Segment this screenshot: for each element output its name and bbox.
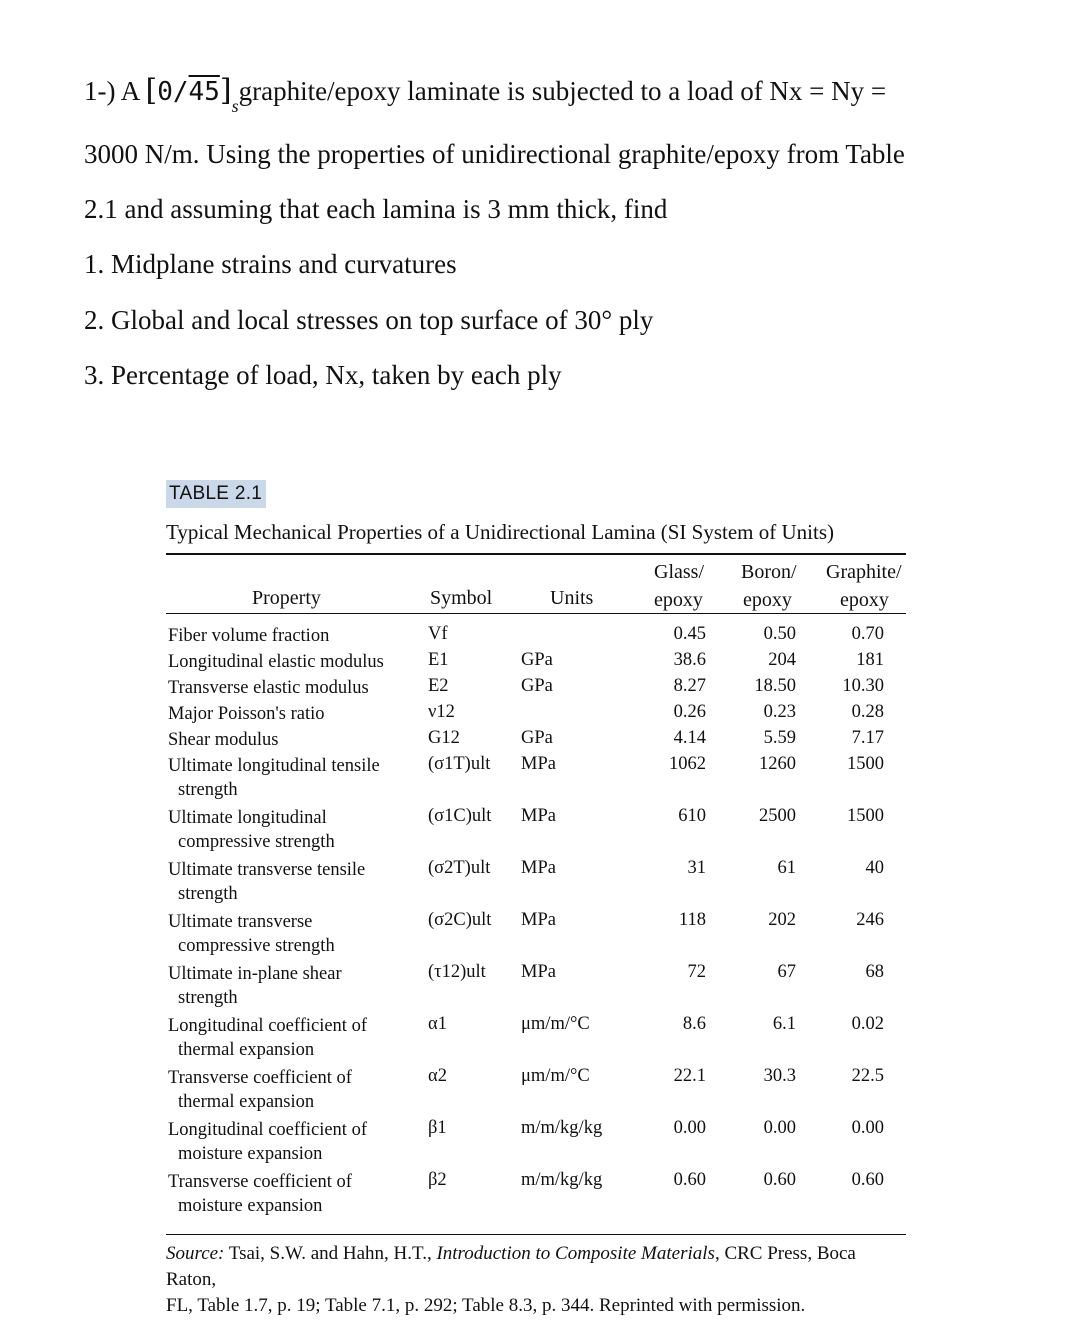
cell-symbol: (σ2C)ult — [428, 910, 492, 930]
cell-property-continued: thermal expansion — [178, 1092, 315, 1112]
cell-property: Ultimate in-plane shear — [168, 964, 342, 984]
cell-property-continued: moisture expansion — [178, 1196, 323, 1216]
header-boron-2: epoxy — [743, 589, 792, 611]
cell-property: Ultimate transverse tensile — [168, 860, 366, 880]
cell-property: Longitudinal coefficient of — [168, 1016, 367, 1036]
cell-boron-epoxy: 0.23 — [763, 702, 796, 722]
cell-symbol: G12 — [428, 728, 460, 748]
cell-glass-epoxy: 4.14 — [673, 728, 706, 748]
cell-units: MPa — [521, 910, 556, 930]
cell-units: MPa — [521, 962, 556, 982]
header-glass-1: Glass/ — [654, 561, 704, 583]
cell-boron-epoxy: 18.50 — [754, 676, 796, 696]
cell-glass-epoxy: 610 — [678, 806, 706, 826]
cell-property-continued: strength — [178, 988, 238, 1008]
header-units: Units — [550, 587, 594, 609]
cell-graphite-epoxy: 40 — [865, 858, 884, 878]
cell-boron-epoxy: 6.1 — [772, 1014, 796, 1034]
cell-symbol: (τ12)ult — [428, 962, 486, 982]
cell-boron-epoxy: 5.59 — [763, 728, 796, 748]
cell-boron-epoxy: 2500 — [759, 806, 796, 826]
problem-line-1 — [84, 73, 887, 116]
table-header — [166, 555, 906, 613]
cell-boron-epoxy: 204 — [768, 650, 796, 670]
cell-glass-epoxy: 8.6 — [682, 1014, 706, 1034]
cell-property-continued: strength — [178, 780, 238, 800]
cell-units: m/m/kg/kg — [521, 1118, 603, 1138]
cell-property-continued: compressive strength — [178, 936, 335, 956]
table-header-rule — [166, 613, 906, 614]
laminate-close-bracket: ] — [219, 73, 232, 108]
cell-graphite-epoxy: 22.5 — [851, 1066, 884, 1086]
laminate-symmetric-subscript: s — [231, 96, 239, 116]
cell-boron-epoxy: 0.60 — [763, 1170, 796, 1190]
cell-units: MPa — [521, 806, 556, 826]
problem-suffix: graphite/epoxy laminate is subjected to a load of Nx = Ny = — [238, 76, 887, 106]
cell-graphite-epoxy: 1500 — [847, 806, 884, 826]
cell-boron-epoxy: 61 — [777, 858, 796, 878]
cell-glass-epoxy: 31 — [687, 858, 706, 878]
cell-boron-epoxy: 202 — [768, 910, 796, 930]
cell-graphite-epoxy: 246 — [856, 910, 884, 930]
problem-prefix: 1-) A — [84, 76, 146, 106]
cell-units: GPa — [521, 728, 553, 748]
cell-graphite-epoxy: 0.02 — [851, 1014, 884, 1034]
cell-property-continued: compressive strength — [178, 832, 335, 852]
cell-units: m/m/kg/kg — [521, 1170, 603, 1190]
cell-property-continued: strength — [178, 884, 238, 904]
cell-symbol: (σ2T)ult — [428, 858, 491, 878]
cell-property-continued: thermal expansion — [178, 1040, 315, 1060]
cell-units: GPa — [521, 676, 553, 696]
table-bottom-rule — [166, 1234, 906, 1235]
header-glass-2: epoxy — [654, 589, 703, 611]
task-3: 3. Percentage of load, Nx, taken by each ply — [84, 360, 562, 390]
cell-graphite-epoxy: 181 — [856, 650, 884, 670]
cell-glass-epoxy: 38.6 — [673, 650, 706, 670]
cell-glass-epoxy: 0.00 — [673, 1118, 706, 1138]
cell-symbol: Vf — [428, 624, 448, 644]
cell-boron-epoxy: 30.3 — [763, 1066, 796, 1086]
cell-units: μm/m/°C — [521, 1066, 590, 1086]
cell-symbol: (σ1T)ult — [428, 754, 491, 774]
cell-property: Major Poisson's ratio — [168, 704, 325, 724]
cell-boron-epoxy: 0.50 — [763, 624, 796, 644]
table-source — [166, 1241, 906, 1319]
cell-symbol: α1 — [428, 1014, 447, 1034]
cell-boron-epoxy: 67 — [777, 962, 796, 982]
laminate-open-bracket: [ — [145, 73, 158, 108]
header-graphite-2: epoxy — [840, 589, 889, 611]
cell-graphite-epoxy: 0.70 — [851, 624, 884, 644]
cell-glass-epoxy: 0.45 — [673, 624, 706, 644]
cell-symbol: E2 — [428, 676, 449, 696]
cell-property: Ultimate transverse — [168, 912, 313, 932]
cell-units: GPa — [521, 650, 553, 670]
cell-glass-epoxy: 0.60 — [673, 1170, 706, 1190]
cell-graphite-epoxy: 0.60 — [851, 1170, 884, 1190]
properties-table — [166, 480, 906, 1319]
task-2: 2. Global and local stresses on top surface of 30° ply — [84, 305, 654, 335]
cell-glass-epoxy: 118 — [678, 910, 706, 930]
problem-line-3: 2.1 and assuming that each lamina is 3 mm thick, find — [84, 194, 668, 224]
cell-glass-epoxy: 0.26 — [673, 702, 706, 722]
cell-symbol: (σ1C)ult — [428, 806, 492, 826]
cell-symbol: β2 — [428, 1170, 447, 1190]
source-rest: , CRC Press, Boca Raton, — [166, 1243, 856, 1290]
cell-property: Transverse coefficient of — [168, 1172, 352, 1192]
source-line-2: FL, Table 1.7, p. 19; Table 7.1, p. 292; Table 8.3, p. 344. Reprinted with permission. — [166, 1295, 806, 1316]
cell-symbol: ν12 — [428, 702, 455, 722]
cell-property: Longitudinal elastic modulus — [168, 652, 384, 672]
problem-line-2: 3000 N/m. Using the properties of unidirectional graphite/epoxy from Table — [84, 139, 905, 169]
source-label: Source: — [166, 1243, 225, 1264]
cell-graphite-epoxy: 1500 — [847, 754, 884, 774]
cell-symbol: α2 — [428, 1066, 447, 1086]
cell-glass-epoxy: 1062 — [669, 754, 706, 774]
table-caption: Typical Mechanical Properties of a Unidirectional Lamina (SI System of Units) — [166, 520, 835, 544]
cell-property: Longitudinal coefficient of — [168, 1120, 367, 1140]
cell-units: MPa — [521, 754, 556, 774]
cell-property: Shear modulus — [168, 730, 279, 750]
cell-graphite-epoxy: 0.28 — [851, 702, 884, 722]
cell-property: Fiber volume fraction — [168, 626, 330, 646]
cell-graphite-epoxy: 0.00 — [851, 1118, 884, 1138]
table-label: TABLE 2.1 — [166, 480, 266, 508]
cell-property: Ultimate longitudinal — [168, 808, 327, 828]
task-1: 1. Midplane strains and curvatures — [84, 249, 457, 279]
laminate-ply-a: 0/ — [157, 77, 189, 107]
cell-units: MPa — [521, 858, 556, 878]
cell-graphite-epoxy: 68 — [865, 962, 884, 982]
cell-graphite-epoxy: 10.30 — [842, 676, 884, 696]
cell-property: Transverse elastic modulus — [168, 678, 369, 698]
cell-symbol: E1 — [428, 650, 449, 670]
source-book: Introduction to Composite Materials — [436, 1243, 715, 1264]
cell-property: Ultimate longitudinal tensile — [168, 756, 380, 776]
cell-boron-epoxy: 1260 — [759, 754, 796, 774]
source-authors: Tsai, S.W. and Hahn, H.T., — [224, 1243, 437, 1264]
cell-graphite-epoxy: 7.17 — [851, 728, 884, 748]
cell-glass-epoxy: 22.1 — [673, 1066, 706, 1086]
cell-boron-epoxy: 0.00 — [763, 1118, 796, 1138]
header-graphite-1: Graphite/ — [826, 561, 902, 583]
cell-property-continued: moisture expansion — [178, 1144, 323, 1164]
header-boron-1: Boron/ — [741, 561, 797, 583]
cell-glass-epoxy: 72 — [687, 962, 706, 982]
laminate-ply-b: 45 — [188, 77, 220, 107]
cell-glass-epoxy: 8.27 — [673, 676, 706, 696]
header-property: Property — [252, 587, 321, 609]
table-body — [166, 624, 906, 1234]
header-symbol: Symbol — [430, 587, 493, 609]
cell-symbol: β1 — [428, 1118, 447, 1138]
cell-property: Transverse coefficient of — [168, 1068, 352, 1088]
cell-units: μm/m/°C — [521, 1014, 590, 1034]
